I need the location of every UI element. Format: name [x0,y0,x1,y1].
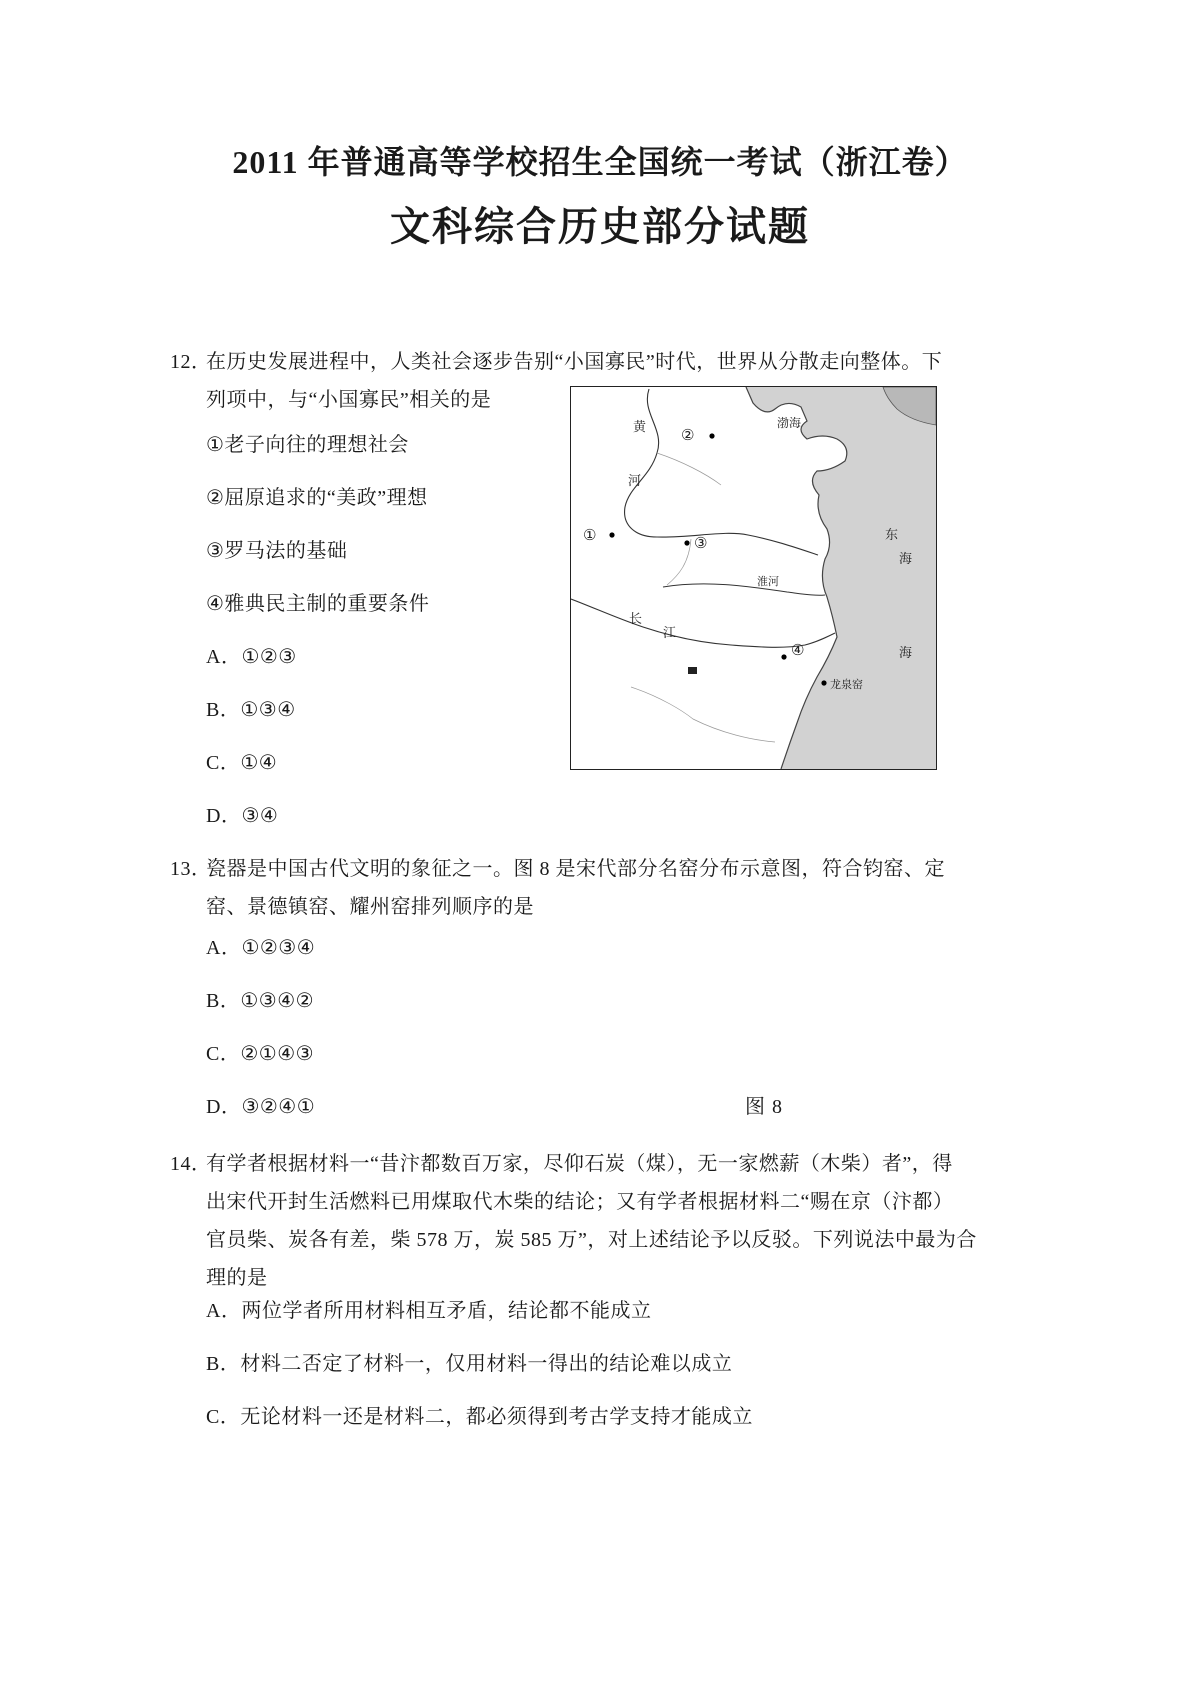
figure-caption: 图 8 [745,1096,783,1118]
document-subtitle: 文科综合历史部分试题 [390,205,810,249]
question-14-options [206,1299,1030,1429]
label-yellow-river-char1: 黄 [633,419,647,434]
option-c: C．①④ [206,752,278,774]
question-12-stem-line-1: 在历史发展进程中，人类社会逐步告别“小国寡民”时代，世界从分散走向整体。下 [206,351,943,373]
option-a: A．①②③④ [206,937,316,959]
label-longquan-kiln: 龙泉窑 [830,679,863,691]
terrain-line [657,453,721,485]
question-14-stem-line-1: 有学者根据材料一“昔汴都数百万家，尽仰石炭（煤），无一家燃薪（木柴）者”，得 [206,1153,953,1175]
map-marker-3: ③ [694,536,708,552]
question-item-2: ②屈原追求的“美政”理想 [206,487,428,509]
kiln-dot-4 [781,654,786,659]
question-12 [170,343,1030,828]
label-east-sea-char2: 海 [899,551,913,566]
kiln-dot-longquan [821,680,826,685]
label-east-sea-char1: 东 [885,527,899,542]
yangtze-river-path [571,599,835,647]
question-13-stem-line-1: 瓷器是中国古代文明的象征之一。图 8 是宋代部分名窑分布示意图，符合钧窑、定 [206,858,945,880]
document-title: 2011 年普通高等学校招生全国统一考试（浙江卷） [232,144,968,180]
label-sea-south: 海 [899,645,913,660]
question-14-stem-line-3: 官员柴、炭各有差，柴 578 万，炭 585 万”，对上述结论予以反驳。下列说法中最为合 [206,1229,977,1251]
kiln-dot-1 [609,532,614,537]
option-b: B．①③④② [206,990,315,1012]
label-yangtze-char1: 长 [629,611,643,626]
question-item-4: ④雅典民主制的重要条件 [206,593,430,615]
huai-river-path [663,584,825,595]
map-marker-4: ④ [791,643,805,659]
option-c: C．无论材料一还是材料二，都必须得到考古学支持才能成立 [206,1406,753,1428]
option-d: D．③②④① [206,1096,316,1118]
question-13-options [206,936,1030,1119]
label-yellow-river-char2: 河 [628,473,642,488]
question-14-stem-line-2: 出宋代开封生活燃料已用煤取代木柴的结论；又有学者根据材料二“赐在京（汴都） [206,1191,954,1213]
question-item-3: ③罗马法的基础 [206,540,348,562]
question-13-stem-line-2: 窑、景德镇窑、耀州窑排列顺序的是 [206,896,534,918]
terrain-line [667,539,691,585]
map-marker-2: ② [681,428,695,444]
question-item-1: ①老子向往的理想社会 [206,434,409,456]
kiln-map-svg [571,387,936,769]
option-b: B．①③④ [206,699,296,721]
kiln-dot-2 [709,433,714,438]
option-a: A．两位学者所用材料相互矛盾，结论都不能成立 [206,1300,652,1322]
small-lake [688,667,697,674]
label-huai-river: 淮河 [757,576,779,588]
question-12-stem-line-2: 列项中，与“小国寡民”相关的是 [206,389,492,411]
figure-8-kiln-map [570,386,937,770]
map-marker-1: ① [583,528,597,544]
terrain-line [631,687,775,742]
question-14 [170,1145,1030,1429]
kiln-dot-3 [684,540,689,545]
yellow-river-path [625,389,818,555]
question-14-number: 14． [170,1153,212,1175]
label-yangtze-char2: 江 [663,625,677,640]
question-13-number: 13． [170,858,212,880]
option-b: B．材料二否定了材料一，仅用材料一得出的结论难以成立 [206,1353,733,1375]
question-12-number: 12． [170,351,212,373]
option-d: D．③④ [206,805,279,827]
question-14-stem-line-4: 理的是 [206,1267,268,1289]
question-13 [170,850,1030,1119]
option-c: C．②①④③ [206,1043,315,1065]
option-a: A．①②③ [206,646,297,668]
label-bohai-sea: 渤海 [777,416,802,430]
